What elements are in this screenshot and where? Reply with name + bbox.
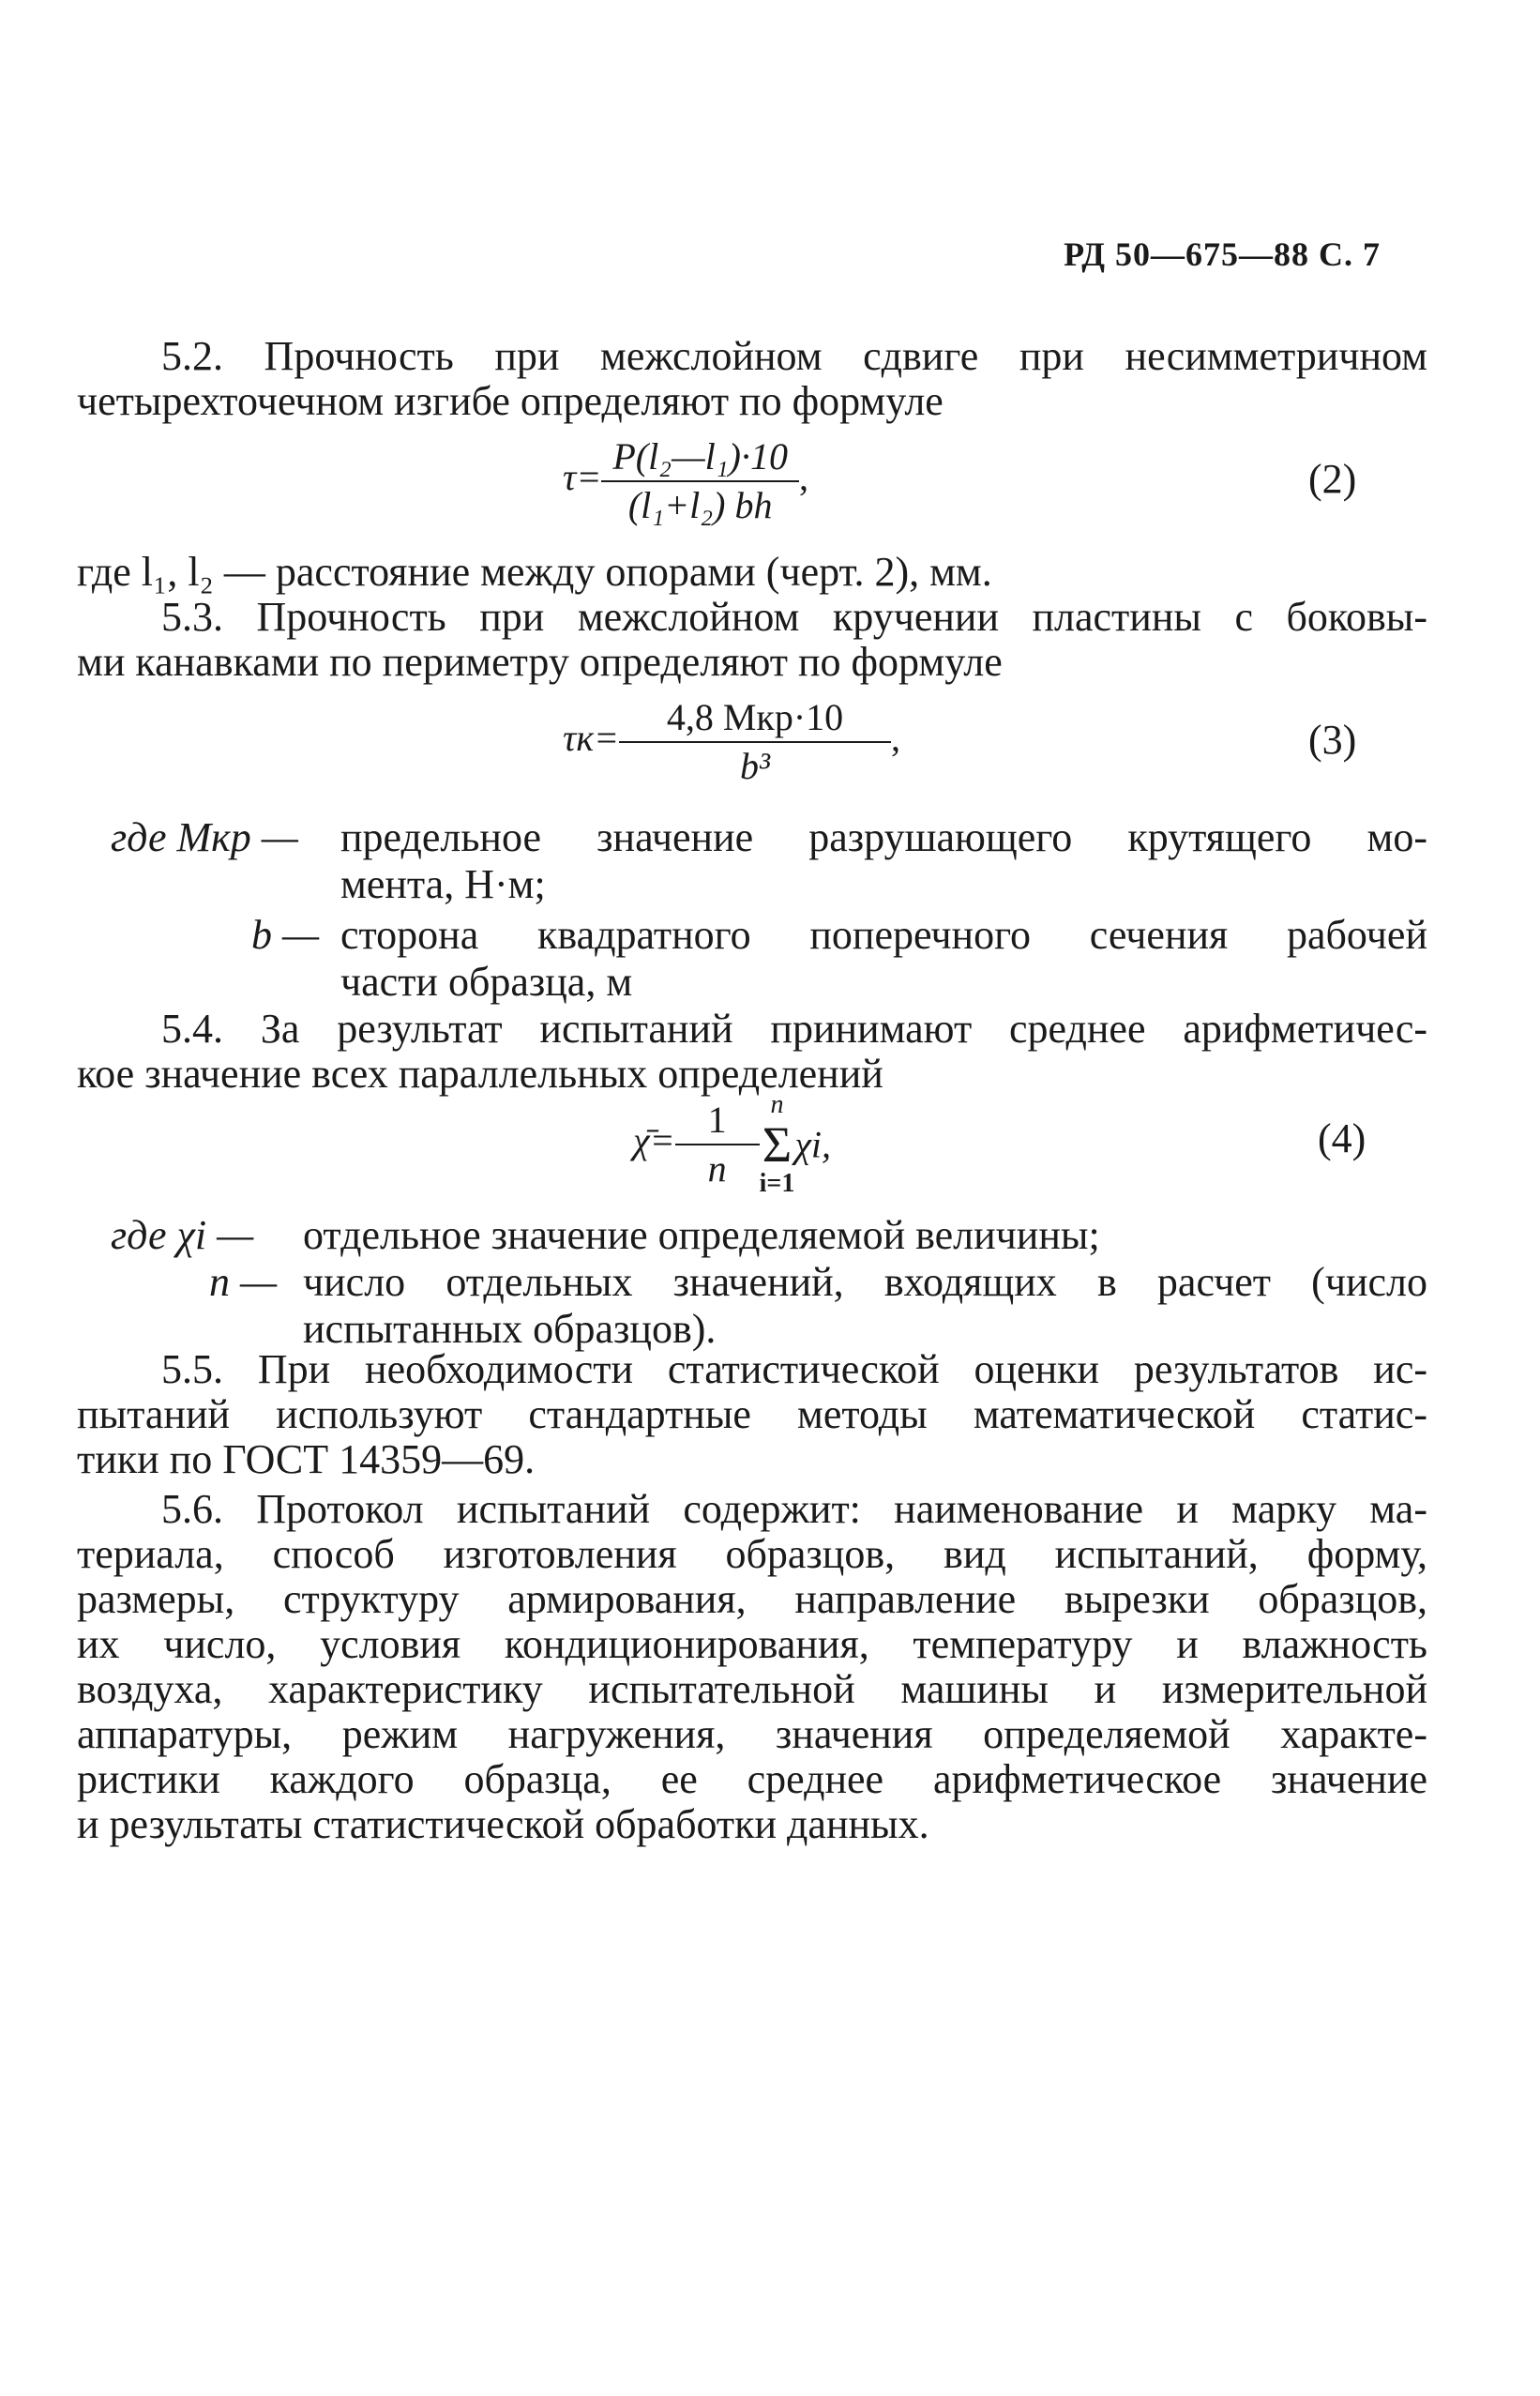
formula-4 xyxy=(633,1088,831,1201)
section-5-2-line-2: четырехточечном изгибе определяют по формуле xyxy=(77,378,944,424)
section-5-6-line-3: размеры, структуру армирования, направление вырезки образцов, xyxy=(77,1576,1427,1622)
formula-4-term: χi, xyxy=(794,1123,832,1166)
formula-2-numerator: P(l₂—l₁)·10 xyxy=(601,433,799,482)
def-xi-line-1: отдельное значение определяемой величины; xyxy=(303,1212,1100,1258)
formula-4-lhs: χ̄= xyxy=(633,1119,675,1162)
section-5-4-line-1: 5.4. За результат испытаний принимают среднее арифметичес- xyxy=(161,1006,1427,1052)
formula-3-comma: , xyxy=(891,717,901,760)
section-5-5-line-3: тики по ГОСТ 14359—69. xyxy=(77,1436,536,1482)
def-n-term: n — xyxy=(209,1259,278,1305)
def-n-line-2: испытанных образцов). xyxy=(303,1306,717,1352)
section-5-6-line-1: 5.6. Протокол испытаний содержит: наименование и марку ма- xyxy=(161,1486,1427,1532)
section-5-6-line-5: воздуха, характеристику испытательной машины и измерительной xyxy=(77,1666,1427,1712)
sum-upper-limit: n xyxy=(770,1090,784,1119)
sum-symbol: Σ xyxy=(762,1116,793,1173)
formula-4-sum xyxy=(760,1088,795,1201)
def-mkr-line-1: предельное значение разрушающего крутящего мо- xyxy=(340,814,1427,860)
formula-4-numerator: 1 xyxy=(675,1097,760,1145)
formula-2-comma: , xyxy=(799,456,808,499)
formula-4-fraction xyxy=(675,1097,760,1192)
section-5-2-where: где l₁, l₂ — расстояние между опорами (черт. 2), мм. xyxy=(77,549,992,595)
section-5-5-line-2: пытаний используют стандартные методы математической статис- xyxy=(77,1391,1427,1437)
section-5-6-line-7: ристики каждого образца, ее среднее арифметическое значение xyxy=(77,1756,1427,1802)
section-5-3-line-2: ми канавками по периметру определяют по формуле xyxy=(77,639,1003,685)
formula-3-definitions xyxy=(111,814,1427,1006)
section-5-3-line-1: 5.3. Прочность при межслойном кручении пластины с боковы- xyxy=(161,594,1427,640)
section-5-2-line-1: 5.2. Прочность при межслойном сдвиге при несимметричном xyxy=(161,333,1427,379)
formula-3 xyxy=(563,694,900,790)
def-b-line-1: сторона квадратного поперечного сечения рабочей xyxy=(340,912,1427,958)
section-5-5-line-1: 5.5. При необходимости статистической оценки результатов ис- xyxy=(161,1346,1427,1392)
def-mkr-line-2: мента, Н·м; xyxy=(340,861,546,907)
section-5-6-line-2: териала, способ изготовления образцов, вид испытаний, форму, xyxy=(77,1531,1427,1577)
def-b-term: b — xyxy=(251,912,320,958)
def-n-line-1: число отдельных значений, входящих в расчет (число xyxy=(303,1259,1427,1305)
formula-4-definitions xyxy=(111,1212,1427,1353)
formula-3-denominator: b³ xyxy=(740,745,771,787)
section-5-6-line-6: аппаратуры, режим нагружения, значения определяемой характе- xyxy=(77,1711,1427,1757)
section-5-4-line-2: кое значение всех параллельных определений xyxy=(77,1051,883,1097)
formula-2-fraction xyxy=(601,433,799,529)
formula-2-denominator: (l₁+l₂) bh xyxy=(627,484,773,526)
formula-4-number: (4) xyxy=(1318,1115,1366,1161)
formula-3-fraction xyxy=(619,694,891,790)
def-mkr-term: где Mкр — xyxy=(111,814,298,860)
formula-3-lhs: τк= xyxy=(563,717,620,760)
formula-3-number: (3) xyxy=(1308,717,1357,763)
sum-lower-limit: i=1 xyxy=(759,1169,795,1198)
document-reference: РД 50—675—88 С. 7 xyxy=(1064,235,1381,273)
formula-2-lhs: τ= xyxy=(563,456,602,499)
def-xi-term: где χi — xyxy=(111,1212,254,1258)
formula-2 xyxy=(563,433,808,529)
formula-4-denominator: n xyxy=(707,1147,727,1190)
section-5-6-line-4: их число, условия кондиционирования, температуру и влажность xyxy=(77,1621,1427,1667)
section-5-6-line-8: и результаты статистической обработки данных. xyxy=(77,1801,929,1847)
formula-2-number: (2) xyxy=(1308,456,1357,502)
formula-3-numerator: 4,8 Mкр·10 xyxy=(619,694,891,743)
def-b-line-2: части образца, м xyxy=(340,959,633,1005)
